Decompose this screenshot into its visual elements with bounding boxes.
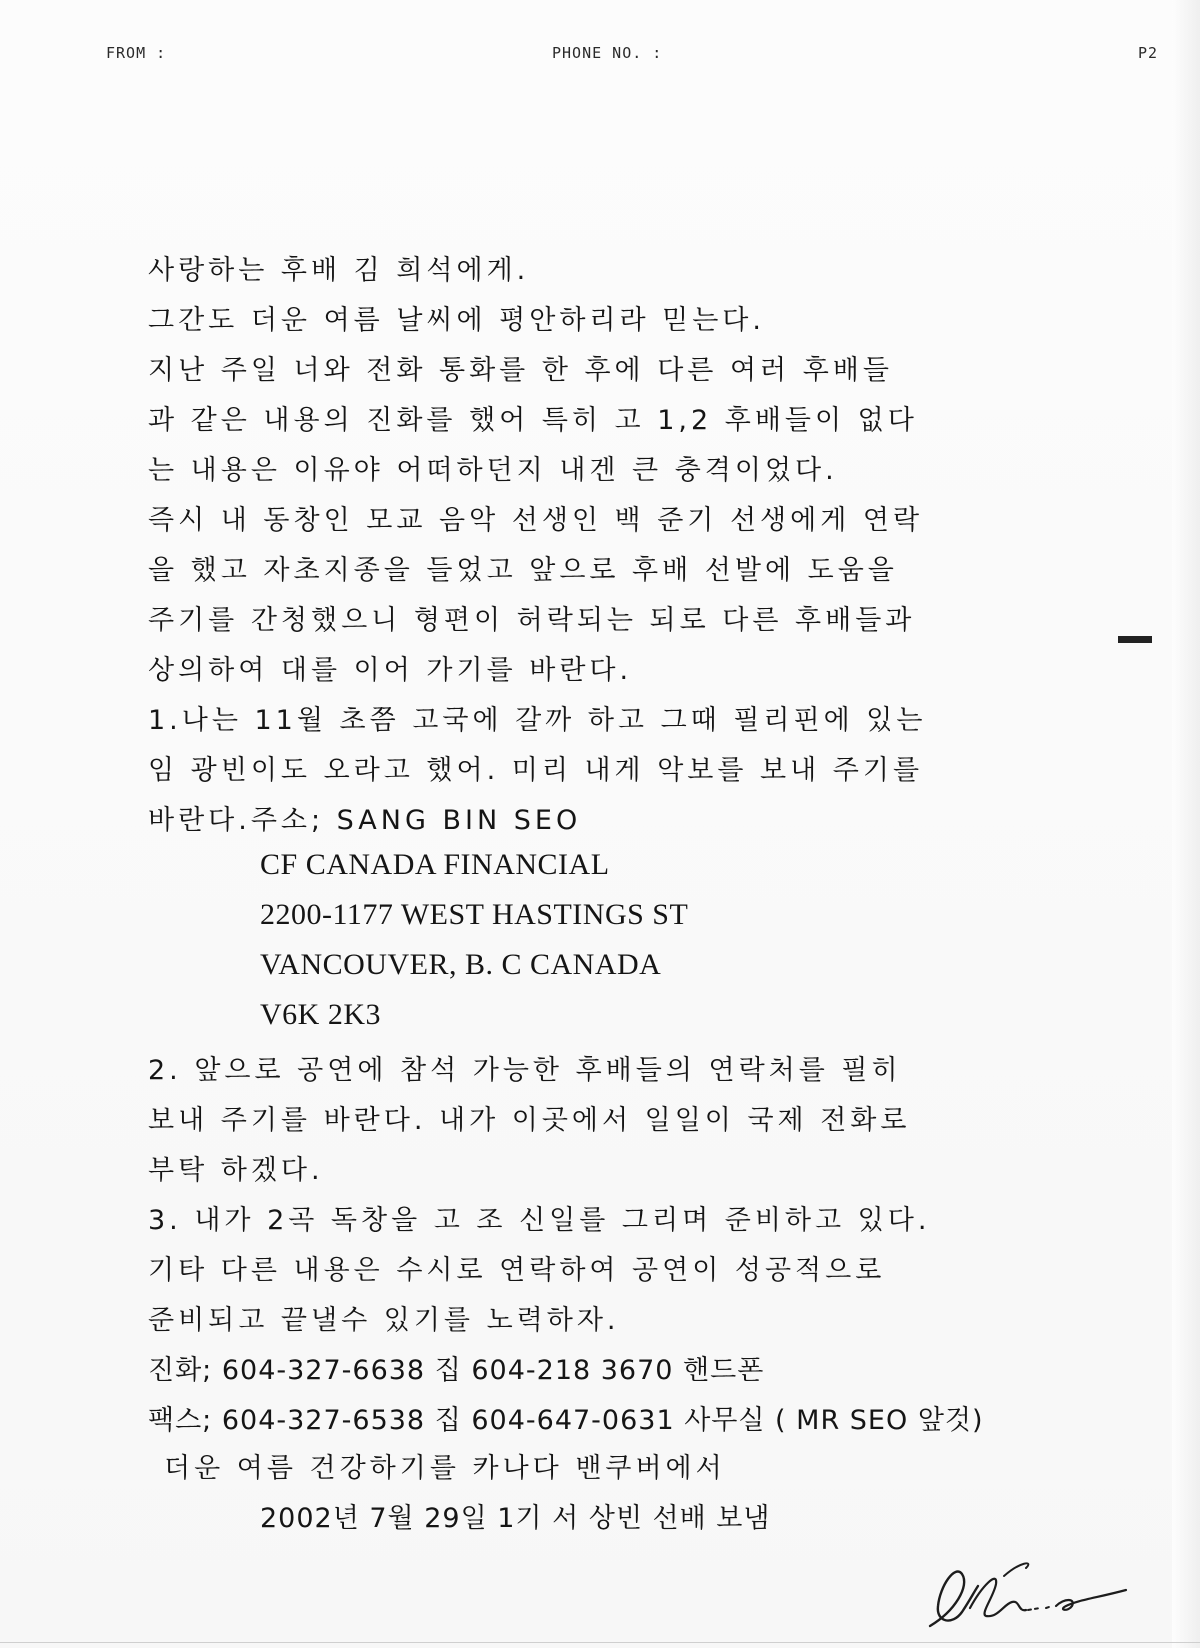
letter-line: 3. 내가 2곡 독창을 고 조 신일를 그리며 준비하고 있다.: [148, 1205, 931, 1236]
letter-greeting: 사랑하는 후배 김 희석에게.: [148, 255, 530, 286]
address-line: CF CANADA FINANCIAL: [260, 848, 610, 881]
letter-line: 기타 다른 내용은 수시로 연락하여 공연이 성공적으로: [148, 1255, 886, 1286]
handwritten-signature: [900, 1556, 1140, 1636]
address-line: V6K 2K3: [260, 998, 381, 1031]
scan-edge-shadow: [1172, 0, 1200, 1648]
address-line: 2200-1177 WEST HASTINGS ST: [260, 898, 689, 931]
scan-mark: [1118, 636, 1152, 643]
letter-line: 즉시 내 동창인 모교 음악 선생인 백 준기 선생에게 연락: [148, 505, 924, 536]
letter-line: 과 같은 내용의 진화를 했어 특히 고 1,2 후배들이 없다: [148, 405, 918, 436]
page-bottom-edge: [0, 1642, 1200, 1643]
letter-line: 2. 앞으로 공연에 참석 가능한 후배들의 연락처를 필히: [148, 1055, 902, 1086]
fax-from-label: FROM :: [106, 44, 167, 62]
address-line: VANCOUVER, B. C CANADA: [260, 948, 662, 981]
letter-line: 1.나는 11월 초쯤 고국에 갈까 하고 그때 필리핀에 있는: [148, 705, 927, 736]
letter-line: 주기를 간청했으니 형편이 허락되는 되로 다른 후배들과: [148, 605, 916, 636]
letter-line: 보내 주기를 바란다. 내가 이곳에서 일일이 국제 전화로: [148, 1105, 911, 1136]
letter-line: 준비되고 끝낼수 있기를 노력하자.: [148, 1305, 620, 1336]
letter-line: 지난 주일 너와 전화 통화를 한 후에 다른 여러 후배들: [148, 355, 893, 386]
letter-line: 임 광빈이도 오라고 했어. 미리 내게 악보를 보내 주기를: [148, 755, 924, 786]
letter-line: 바란다.주소; SANG BIN SEO: [148, 805, 582, 836]
fax-phone-label: PHONE NO. :: [552, 44, 663, 62]
letter-line: 상의하여 대를 이어 가기를 바란다.: [148, 655, 633, 686]
letter-line: 부탁 하겠다.: [148, 1155, 324, 1186]
fax-page-label: P2: [1138, 44, 1159, 62]
letter-line: 는 내용은 이유야 어떠하던지 내겐 큰 충격이었다.: [148, 455, 838, 486]
fax-line: 팩스; 604-327-6538 집 604-647-0631 사무실 ( MR SEO 앞것): [148, 1405, 984, 1436]
letter-line: 그간도 더운 여름 날씨에 평안하리라 믿는다.: [148, 305, 765, 336]
farewell-line: 더운 여름 건강하기를 카나다 밴쿠버에서: [164, 1453, 726, 1484]
letter-line: 을 했고 자초지종을 들었고 앞으로 후배 선발에 도움을: [148, 555, 898, 586]
date-signoff-line: 2002년 7월 29일 1기 서 상빈 선배 보냄: [260, 1503, 771, 1534]
phone-line: 진화; 604-327-6638 집 604-218 3670 핸드폰: [148, 1355, 765, 1386]
